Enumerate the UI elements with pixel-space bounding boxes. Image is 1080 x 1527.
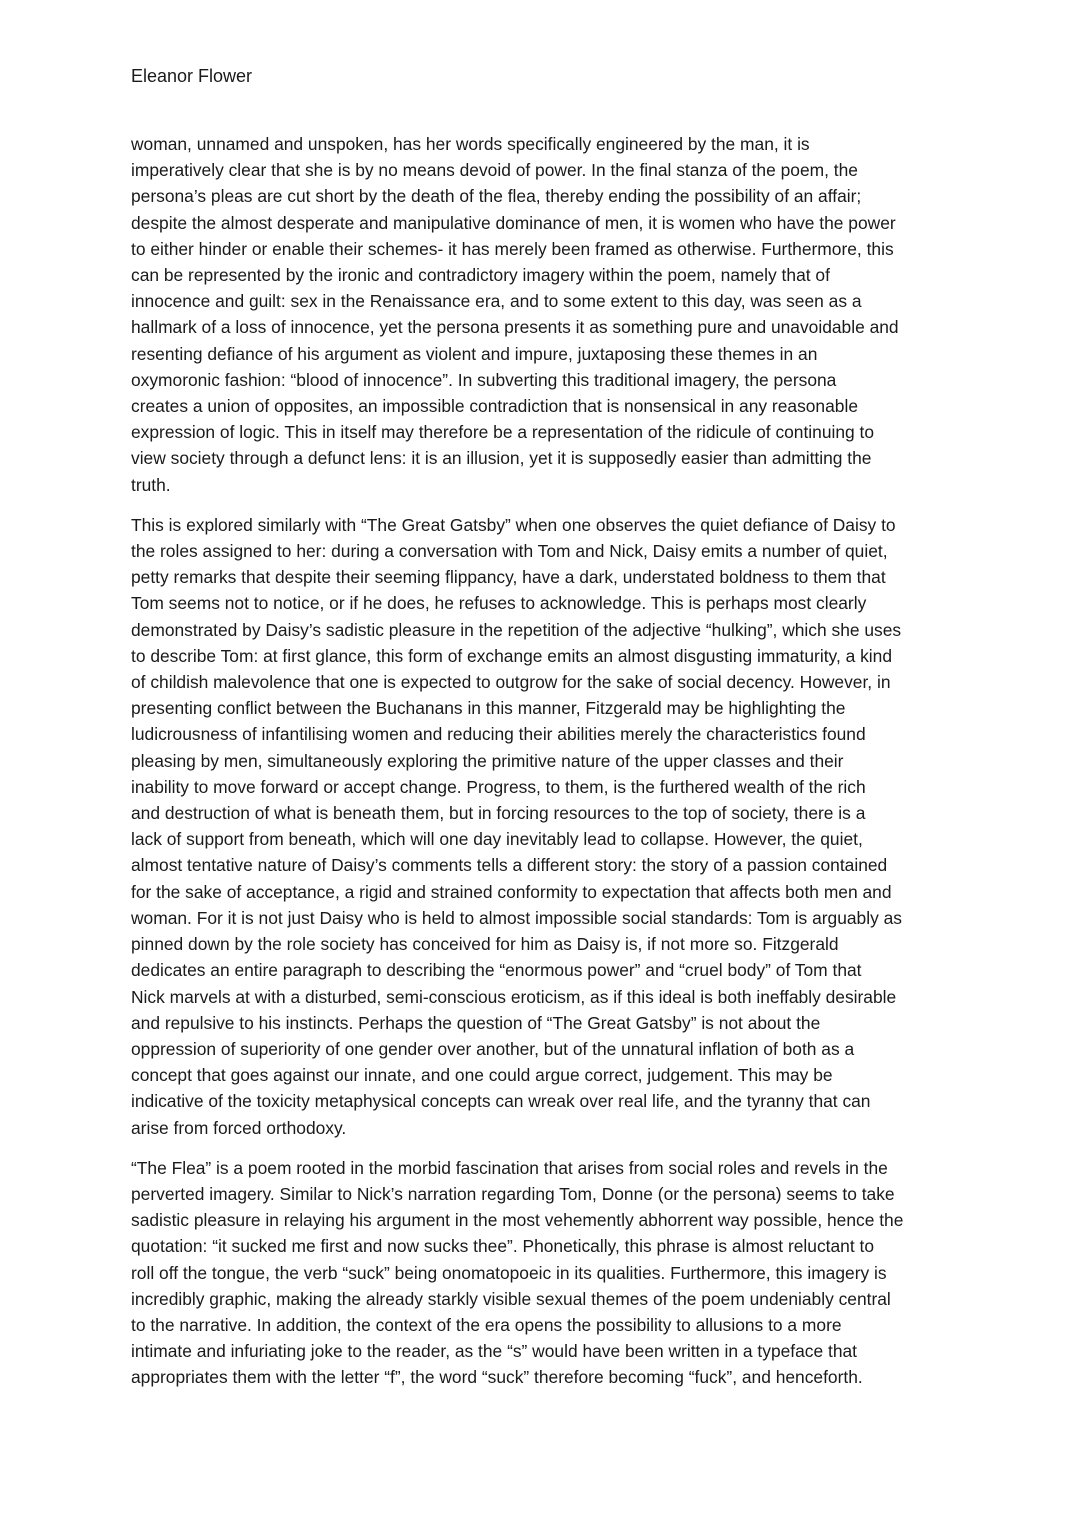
paragraph-line: pinned down by the role society has conceived for him as Daisy is, if not more so. Fitzgerald: [131, 934, 839, 955]
paragraph-line: woman, unnamed and unspoken, has her words specifically engineered by the man, it is: [131, 134, 810, 154]
paragraph-line: view society through a defunct lens: it is an illusion, yet it is supposedly easier than admitting the: [131, 448, 872, 469]
paragraph-line: presenting conflict between the Buchanans in this manner, Fitzgerald may be highlighting the: [131, 698, 846, 719]
paragraph-line: oxymoronic fashion: “blood of innocence”. In subverting this traditional imagery, the persona: [131, 369, 837, 390]
paragraph-line: appropriates them with the letter “f”, the word “suck” therefore becoming “fuck”, and henceforth.: [131, 1367, 863, 1388]
paragraph-line: persona’s pleas are cut short by the death of the flea, thereby ending the possibility of an affair;: [131, 186, 862, 207]
paragraph-line: pleasing by men, simultaneously exploring the primitive nature of the upper classes and their: [131, 750, 844, 771]
paragraph-line: incredibly graphic, making the already starkly visible sexual themes of the poem undeniably central: [131, 1288, 891, 1309]
paragraph-line: and repulsive to his instincts. Perhaps the question of “The Great Gatsby” is not about the: [131, 1012, 821, 1033]
paragraph-line: quotation: “it sucked me first and now sucks thee”. Phonetically, this phrase is almost reluctant to: [131, 1236, 874, 1257]
paragraph-line: sadistic pleasure in relaying his argument in the most vehemently abhorrent way possible, hence the: [131, 1210, 904, 1231]
paragraph-line: expression of logic. This in itself may therefore be a representation of the ridicule of continuing to: [131, 422, 875, 443]
paragraph-line: demonstrated by Daisy’s sadistic pleasure in the repetition of the adjective “hulking”, which she uses: [131, 619, 902, 640]
paragraph-line: resenting defiance of his argument as violent and impure, juxtaposing these themes in an: [131, 343, 818, 364]
paragraph-line: to either hinder or enable their schemes- it has merely been framed as otherwise. Furthermore, this: [131, 238, 894, 259]
paragraph-line: Tom seems not to notice, or if he does, he refuses to acknowledge. This is perhaps most clearly: [131, 593, 867, 614]
paragraph-line: perverted imagery. Similar to Nick’s narration regarding Tom, Donne (or the persona) seems to take: [131, 1183, 895, 1204]
paragraph-line: imperatively clear that she is by no means devoid of power. In the final stanza of the poem, the: [131, 160, 858, 181]
paragraph-line: innocence and guilt: sex in the Renaissance era, and to some extent to this day, was seen as a: [131, 291, 862, 312]
paragraph-line: to describe Tom: at first glance, this form of exchange emits an almost disgusting immaturity, a kind: [131, 645, 893, 666]
paragraph-line: woman. For it is not just Daisy who is held to almost impossible social standards: Tom is arguably as: [131, 907, 902, 928]
document-body: [131, 131, 951, 1405]
paragraph-line: lack of support from beneath, which will one day inevitably lead to collapse. However, the quiet,: [131, 829, 863, 850]
body-paragraph: [131, 512, 951, 1141]
paragraph-line: arise from forced orthodoxy.: [131, 1117, 347, 1138]
paragraph-line: of childish malevolence that one is expected to outgrow for the sake of social decency. However, in: [131, 672, 891, 693]
paragraph-line: This is explored similarly with “The Great Gatsby” when one observes the quiet defiance of Daisy to: [131, 514, 896, 535]
paragraph-line: almost tentative nature of Daisy’s comments tells a different story: the story of a passion contained: [131, 855, 888, 876]
paragraph-line: concept that goes against our innate, and one could argue correct, judgement. This may be: [131, 1065, 833, 1086]
paragraph-line: can be represented by the ironic and contradictory imagery within the poem, namely that of: [131, 265, 830, 286]
paragraph-line: dedicates an entire paragraph to describing the “enormous power” and “cruel body” of Tom that: [131, 960, 862, 981]
paragraph-line: inability to move forward or accept change. Progress, to them, is the furthered wealth of the rich: [131, 776, 866, 797]
paragraph-line: to the narrative. In addition, the context of the era opens the possibility to allusions to a more: [131, 1314, 842, 1335]
paragraph-line: “The Flea” is a poem rooted in the morbid fascination that arises from social roles and revels in the: [131, 1157, 888, 1178]
paragraph-line: despite the almost desperate and manipulative dominance of men, it is women who have the power: [131, 212, 896, 233]
body-paragraph: [131, 131, 951, 498]
paragraph-line: creates a union of opposites, an impossible contradiction that is nonsensical in any reasonable: [131, 396, 858, 417]
paragraph-line: Nick marvels at with a disturbed, semi-conscious eroticism, as if this ideal is both ineffably desirable: [131, 986, 897, 1007]
paragraph-line: truth.: [131, 474, 171, 495]
paragraph-line: hallmark of a loss of innocence, yet the persona presents it as something pure and unavoidable and: [131, 317, 899, 338]
paragraph-line: intimate and infuriating joke to the reader, as the “s” would have been written in a typeface that: [131, 1341, 858, 1362]
paragraph-line: petty remarks that despite their seeming flippancy, have a dark, understated boldness to them that: [131, 567, 886, 588]
paragraph-line: oppression of superiority of one gender over another, but of the unnatural inflation of both as a: [131, 1038, 855, 1059]
paragraph-line: for the sake of acceptance, a rigid and strained conformity to expectation that affects both men and: [131, 881, 892, 902]
paragraph-line: ludicrousness of infantilising women and reducing their abilities merely the characteristics found: [131, 724, 866, 745]
paragraph-line: indicative of the toxicity metaphysical concepts can wreak over real life, and the tyranny that can: [131, 1091, 871, 1112]
body-paragraph: [131, 1155, 951, 1391]
paragraph-line: roll off the tongue, the verb “suck” being onomatopoeic in its qualities. Furthermore, this imagery is: [131, 1262, 887, 1283]
paragraph-line: the roles assigned to her: during a conversation with Tom and Nick, Daisy emits a number of quiet,: [131, 541, 888, 562]
paragraph-line: and destruction of what is beneath them, but in forcing resources to the top of society, there is a: [131, 803, 866, 824]
author-header: Eleanor Flower: [131, 66, 253, 86]
